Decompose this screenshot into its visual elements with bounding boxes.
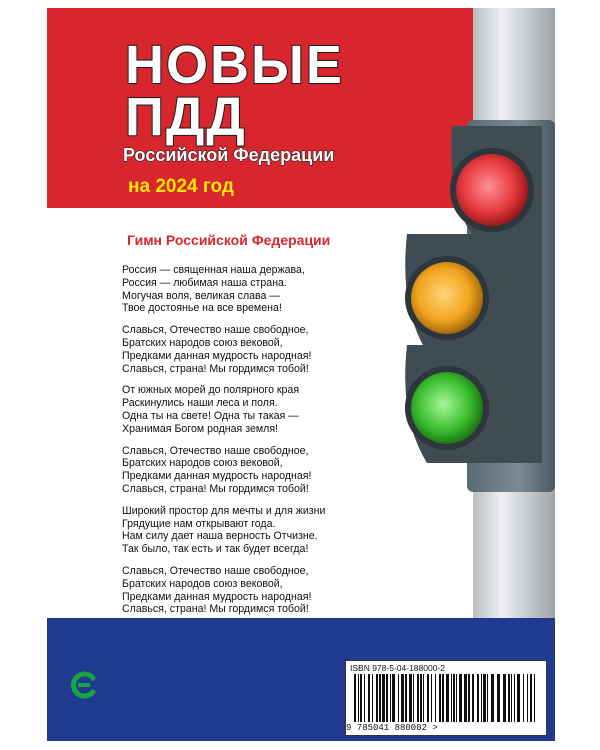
anthem-line: Братских народов союз вековой, bbox=[122, 577, 283, 590]
barcode-bar bbox=[514, 674, 515, 722]
anthem-line: Предками данная мудрость народная! bbox=[122, 590, 312, 603]
barcode-digits: 9 785041 880002 > bbox=[346, 723, 438, 733]
barcode-bar bbox=[481, 674, 482, 722]
anthem-stanza bbox=[122, 445, 372, 496]
barcode-bar bbox=[372, 674, 373, 722]
anthem-title: Гимн Российской Федерации bbox=[127, 232, 331, 248]
anthem-line: Славься, Отечество наше свободное, bbox=[122, 564, 309, 577]
barcode-bar bbox=[409, 674, 412, 722]
anthem-stanza bbox=[122, 565, 372, 616]
barcode-bar bbox=[420, 674, 422, 722]
barcode-bar bbox=[390, 674, 391, 722]
anthem-stanza bbox=[122, 384, 372, 435]
red-light bbox=[450, 126, 542, 240]
amber-light bbox=[405, 234, 542, 352]
barcode-bar bbox=[472, 674, 474, 722]
anthem-line: Одна ты на свете! Одна ты такая — bbox=[122, 409, 299, 422]
barcode-bar bbox=[508, 674, 510, 722]
anthem-line: Предками данная мудрость народная! bbox=[122, 349, 312, 362]
anthem-text bbox=[122, 264, 372, 625]
barcode-bar bbox=[376, 674, 378, 722]
barcode-bar bbox=[358, 674, 359, 722]
barcode-bar bbox=[530, 674, 532, 722]
barcode-bar bbox=[413, 674, 414, 722]
barcode-bar bbox=[354, 674, 356, 722]
barcode-bar bbox=[451, 674, 452, 722]
anthem-line: Так было, так есть и так будет всегда! bbox=[122, 543, 309, 556]
anthem-line: Твое достоянье на все времена! bbox=[122, 302, 282, 315]
anthem-stanza bbox=[122, 324, 372, 375]
isbn-text: ISBN 978-5-04-188000-2 bbox=[350, 663, 445, 673]
back-cover bbox=[47, 8, 555, 741]
anthem-line: Славься, Отечество наше свободное, bbox=[122, 324, 309, 337]
book-subtitle: Российской Федерации bbox=[123, 145, 335, 165]
barcode-bar bbox=[446, 674, 449, 722]
barcode-bar bbox=[398, 674, 399, 722]
barcode-bar bbox=[382, 674, 385, 722]
barcode-bar bbox=[477, 674, 479, 722]
barcode-bar bbox=[483, 674, 486, 722]
barcode-bar bbox=[401, 674, 404, 722]
anthem-stanza bbox=[122, 505, 372, 556]
barcode-bar bbox=[487, 674, 488, 722]
barcode-bar bbox=[392, 674, 395, 722]
anthem-line: Хранимая Богом родная земля! bbox=[122, 422, 278, 435]
anthem-line: Могучая воля, великая слава — bbox=[122, 289, 280, 302]
barcode-bar bbox=[442, 674, 444, 722]
barcode-bar bbox=[364, 674, 365, 722]
barcode-bar bbox=[453, 674, 455, 722]
barcode-bar bbox=[468, 674, 470, 722]
barcode-label bbox=[345, 660, 547, 736]
barcode-bar bbox=[423, 674, 424, 722]
eksmo-logo-icon bbox=[69, 670, 97, 700]
anthem-line: Братских народов союз вековой, bbox=[122, 336, 283, 349]
anthem-line: От южных морей до полярного края bbox=[122, 384, 300, 397]
anthem-line: Нам силу дает наша верность Отчизне. bbox=[122, 530, 318, 543]
barcode-bar bbox=[379, 674, 381, 722]
anthem-line: Россия — любимая наша страна. bbox=[122, 276, 287, 289]
book-year: на 2024 год bbox=[128, 176, 234, 197]
anthem-line: Братских народов союз вековой, bbox=[122, 457, 283, 470]
anthem-line: Славься, страна! Мы гордимся тобой! bbox=[122, 482, 309, 495]
green-light bbox=[405, 345, 542, 463]
barcode-bar bbox=[435, 674, 436, 722]
barcode-bar bbox=[523, 674, 524, 722]
barcode-bar bbox=[503, 674, 506, 722]
anthem-line: Предками данная мудрость народная! bbox=[122, 470, 312, 483]
barcode-bar bbox=[459, 674, 462, 722]
book-title-line1: НОВЫЕ bbox=[125, 35, 344, 95]
barcode-bar bbox=[511, 674, 512, 722]
anthem-stanza bbox=[122, 264, 372, 315]
anthem-line: Россия — священная наша держава, bbox=[122, 264, 305, 276]
barcode-bar bbox=[517, 674, 520, 722]
anthem-line: Славься, Отечество наше свободное, bbox=[122, 444, 309, 457]
barcode bbox=[352, 674, 540, 722]
barcode-bar bbox=[534, 674, 535, 722]
anthem-line: Грядущие нам открывают года. bbox=[122, 517, 276, 530]
barcode-bar bbox=[464, 674, 467, 722]
barcode-bar bbox=[431, 674, 432, 722]
barcode-bar bbox=[497, 674, 500, 722]
anthem-line: Славься, страна! Мы гордимся тобой! bbox=[122, 362, 309, 375]
barcode-bar bbox=[360, 674, 362, 722]
barcode-bar bbox=[427, 674, 429, 722]
barcode-bar bbox=[491, 674, 494, 722]
anthem-line: Славься, страна! Мы гордимся тобой! bbox=[122, 603, 309, 616]
anthem-line: Раскинулись наши леса и поля. bbox=[122, 397, 278, 410]
barcode-bar bbox=[417, 674, 419, 722]
barcode-bar bbox=[456, 674, 457, 722]
barcode-bar bbox=[386, 674, 388, 722]
book-title-line2: ПДД bbox=[125, 87, 247, 147]
anthem-line: Широкий простор для мечты и для жизни bbox=[122, 504, 326, 517]
barcode-bar bbox=[368, 674, 370, 722]
barcode-bar bbox=[527, 674, 528, 722]
barcode-bar bbox=[439, 674, 441, 722]
barcode-bar bbox=[405, 674, 407, 722]
